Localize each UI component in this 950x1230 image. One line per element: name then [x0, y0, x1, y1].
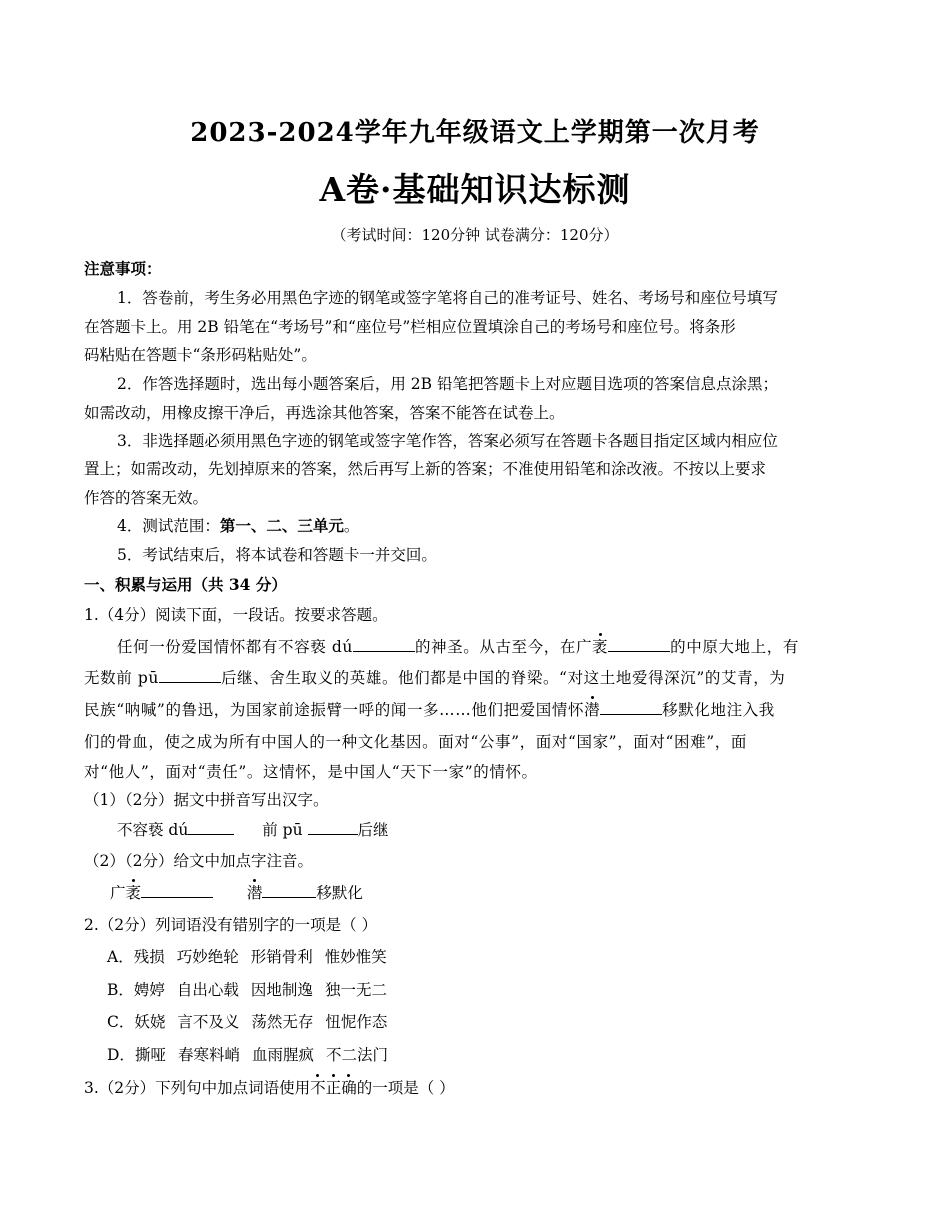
item-text: 前 pū — [262, 821, 303, 839]
option-word: 巧妙绝轮 — [176, 948, 239, 966]
part-number: （2） — [84, 852, 125, 870]
passage-text: 任何一份爱国情怀都有不容亵 dú — [117, 638, 353, 656]
notice-line: 码粘贴在答题卡“条形码粘贴处”。 — [84, 346, 317, 364]
question-2-stem: 2.（2分）列词语没有错别字的一项是（ ） — [84, 916, 378, 934]
notice-line: 1．答卷前，考生务必用黑色字迹的钢笔或签字笔将自己的准考证号、姓名、考场号和座位号填写 — [117, 289, 778, 307]
passage-line: 对“他人”，面对“责任”。这情怀，是中国人“天下一家”的情怀。 — [84, 763, 538, 781]
passage-text: 移默化地注入我 — [662, 701, 775, 719]
passage-text: 的神圣。从古至今，在广 — [414, 638, 593, 656]
notice-line: 置上；如需改动，先划掉原来的答案，然后再写上新的答案；不准使用铅笔和涂改液。不按以上要求 — [84, 460, 767, 478]
exam-meta: （考试时间：120分钟 试卷满分：120分） — [331, 226, 619, 244]
section-heading: 一、积累与运用（共 34 分） — [84, 575, 287, 594]
notice-item-4 — [117, 514, 359, 536]
passage-text: 后继、舍生取义的英雄。他们都是中国的脊梁。“对这土地爱得深沉”的艾青，为 — [220, 669, 786, 687]
notice-line: 作答的答案无效。 — [84, 489, 209, 507]
option-label: B． — [107, 981, 134, 999]
item-text: 后继 — [357, 821, 389, 839]
option-d[interactable] — [107, 1043, 400, 1065]
notice-line: 在答题卡上。用 2B 铅笔在“考场号”和“座位号”栏相应位置填涂自己的考场号和座位号。将条形 — [84, 318, 736, 336]
answer-blank — [353, 637, 415, 652]
dotted-emphasis — [310, 1079, 357, 1097]
stem-text: 3.（2分）下列句中加点词语使用 — [84, 1079, 311, 1097]
option-a[interactable] — [107, 945, 399, 967]
option-word: 荡然无存 — [251, 1013, 314, 1031]
option-c[interactable] — [107, 1010, 399, 1032]
notice-item-4-prefix: 4．测试范围： — [117, 517, 220, 535]
option-word: 妖娆 — [134, 1013, 166, 1031]
answer-blank[interactable] — [188, 820, 234, 835]
option-word: 春寒料峭 — [177, 1046, 240, 1064]
notice-item-4-suffix: 。 — [343, 517, 360, 535]
notice-item-4-scope: 第一、二、三单元 — [219, 516, 344, 535]
option-label: A． — [107, 948, 134, 966]
dotted-char: 袤 — [125, 884, 142, 902]
item-text: 广 — [110, 884, 126, 902]
option-word: 娉婷 — [133, 981, 165, 999]
stem-text: 的一项是（ ） — [356, 1079, 455, 1097]
passage-line: 们的骨血，使之成为所有中国人的一种文化基因。面对“公事”，面对“国家”，面对“困难”，面 — [84, 733, 747, 751]
option-word: 惟妙惟笑 — [324, 948, 387, 966]
option-word: 残损 — [133, 948, 165, 966]
part-text: （2分）给文中加点字注音。 — [124, 852, 313, 870]
option-word: 忸怩作态 — [325, 1013, 388, 1031]
passage-line — [117, 635, 799, 657]
notice-item-5: 5．考试结束后，将本试卷和答题卡一并交回。 — [117, 546, 437, 564]
question-3-stem — [84, 1076, 455, 1098]
question-1-part-2 — [84, 849, 313, 871]
question-1-stem: 1.（4分）阅读下面，一段话。按要求答题。 — [84, 606, 388, 624]
option-label: C． — [107, 1013, 135, 1031]
passage-line — [84, 698, 775, 720]
item-text: 移默化 — [316, 884, 363, 902]
exam-title: 2023-2024学年九年级语文上学期第一次月考 — [190, 118, 760, 148]
answer-blank — [159, 668, 221, 683]
option-word: 血雨腥疯 — [251, 1046, 314, 1064]
option-label: D． — [107, 1046, 135, 1064]
dotted-char: 潜 — [246, 884, 263, 902]
answer-blank — [600, 700, 662, 715]
exam-subtitle: A卷·基础知识达标测 — [319, 170, 631, 209]
dotted-char: 确 — [341, 1079, 357, 1097]
notice-line: 2．作答选择题时，选出每小题答案后，用 2B 铅笔把答题卡上对应题目选项的答案信息点涂黑； — [117, 375, 778, 393]
answer-blank[interactable] — [262, 883, 316, 898]
option-word: 自出心载 — [176, 981, 239, 999]
option-word: 言不及义 — [177, 1013, 240, 1031]
option-word: 因地制逸 — [250, 981, 313, 999]
dotted-char: 正 — [325, 1079, 342, 1097]
notice-line: 3．非选择题必须用黑色字迹的钢笔或签字笔作答，答案必须写在答题卡各题目指定区域内相应位 — [117, 432, 778, 450]
option-word: 独一无二 — [324, 981, 387, 999]
passage-text: 民族“呐喊”的鲁迅，为国家前途振臂一呼的闻一多……他们把爱国情怀 — [84, 701, 585, 719]
passage-line — [84, 666, 785, 688]
answer-blank — [608, 637, 670, 652]
notice-line: 如需改动，用橡皮擦干净后，再选涂其他答案，答案不能答在试卷上。 — [84, 404, 565, 422]
dotted-char: 不 — [310, 1079, 326, 1097]
option-word: 不二法门 — [325, 1046, 388, 1064]
notice-heading: 注意事项： — [84, 259, 162, 278]
question-1-part-1-items — [117, 818, 389, 840]
item-text: 不容亵 dú — [117, 821, 189, 839]
dotted-char: 潜 — [584, 701, 601, 719]
question-1-part-2-items — [110, 881, 363, 903]
question-1-part-1: （1）（2分）据文中拼音写出汉字。 — [84, 791, 329, 809]
passage-text: 的中原大地上，有 — [670, 638, 799, 656]
option-word: 撕哑 — [134, 1046, 166, 1064]
passage-text: 无数前 pū — [84, 669, 159, 687]
answer-blank[interactable] — [308, 820, 358, 835]
dotted-char: 袤 — [592, 638, 609, 656]
answer-blank[interactable] — [141, 883, 213, 898]
option-b[interactable] — [107, 978, 399, 1000]
option-word: 形销骨利 — [250, 948, 313, 966]
